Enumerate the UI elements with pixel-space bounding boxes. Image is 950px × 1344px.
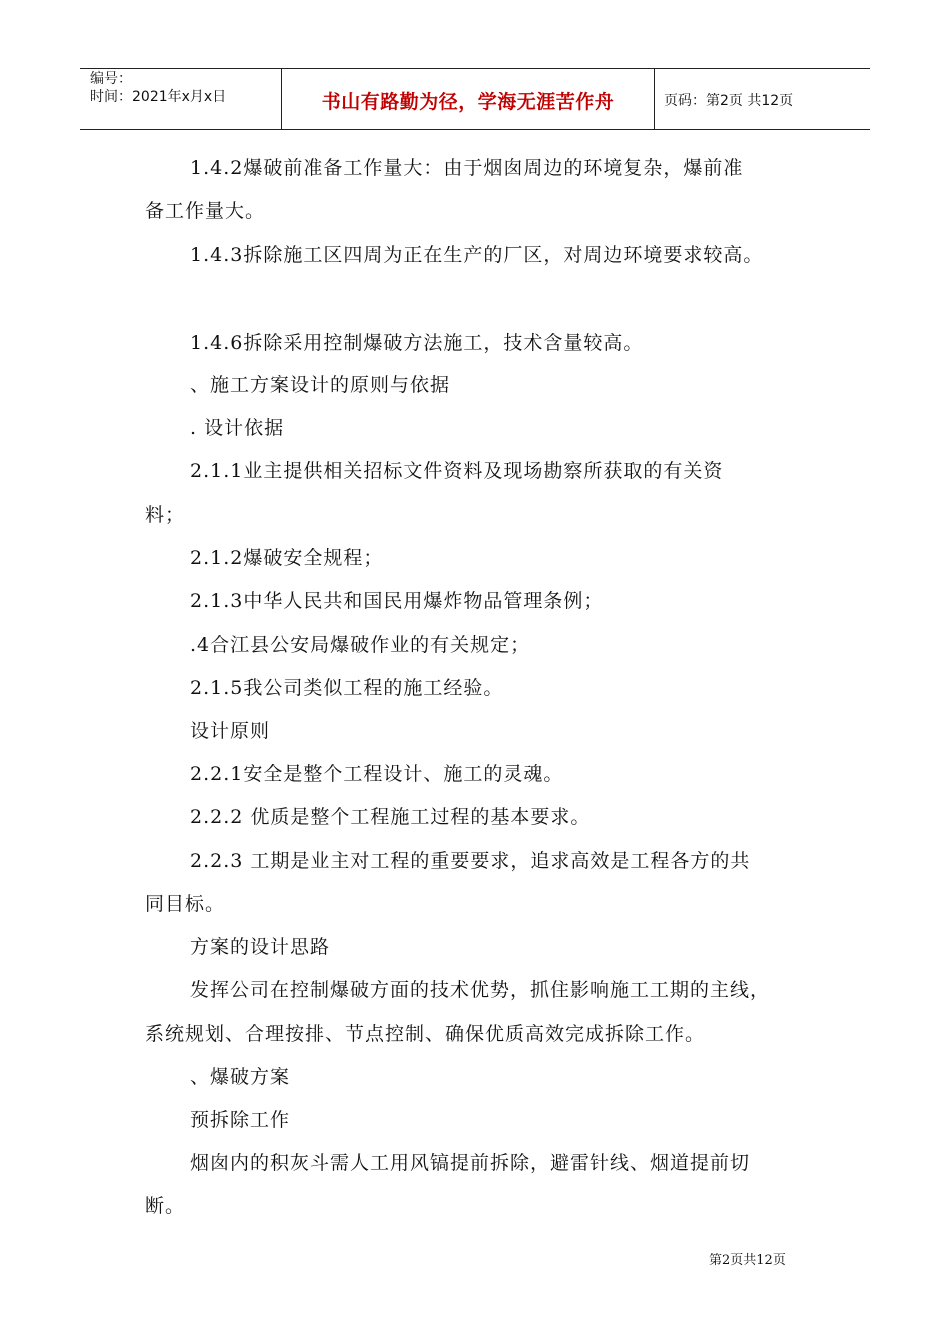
section-heading: 、爆破方案 [190,1066,291,1088]
body-line: 2.1.1业主提供相关招标文件资料及现场勘察所获取的有关资 [190,460,724,482]
body-line: 系统规划、合理按排、节点控制、确保优质高效完成拆除工作。 [145,1023,706,1045]
body-line: 2.1.5我公司类似工程的施工经验。 [190,677,504,699]
body-line: 料； [145,504,186,526]
body-line: 1.4.6拆除采用控制爆破方法施工，技术含量较高。 [190,332,644,354]
body-line: 同目标。 [145,893,226,915]
body-line: 发挥公司在控制爆破方面的技术优势，抓住影响施工工期的主线， [190,979,771,1001]
subsection-heading: 设计原则 [190,720,271,742]
body-line: 备工作量大。 [145,200,266,222]
header-page-code: 页码：第2页 共12页 [664,93,794,109]
body-line: 2.1.2爆破安全规程； [190,547,384,569]
header-meta-cell [80,69,281,129]
body-line: 1.4.2爆破前准备工作量大：由于烟囱周边的环境复杂，爆前准 [190,157,744,179]
document-number-label: 编号： [90,71,132,87]
section-heading: 、施工方案设计的原则与依据 [190,374,451,396]
body-line: 1.4.3拆除施工区四周为正在生产的厂区，对周边环境要求较高。 [190,244,764,266]
body-line: .4合江县公安局爆破作业的有关规定； [190,634,531,656]
body-line: 2.2.3 工期是业主对工程的重要要求，追求高效是工程各方的共 [190,850,751,872]
header-motto: 书山有路勤为径，学海无涯苦作舟 [321,91,615,113]
body-line: 2.2.2 优质是整个工程施工过程的基本要求。 [190,806,591,828]
body-line: 断。 [145,1195,186,1217]
page-footer-number: 第2页共12页 [709,1253,786,1268]
subsection-heading: . 设计依据 [190,417,285,439]
body-line: 2.1.3中华人民共和国民用爆炸物品管理条例； [190,590,604,612]
subsection-heading: 方案的设计思路 [190,936,331,958]
page-header [80,68,870,130]
subsection-heading: 预拆除工作 [190,1109,291,1131]
header-page-cell [654,69,870,129]
document-date: 时间：2021年x月x日 [90,89,227,105]
body-line: 烟囱内的积灰斗需人工用风镐提前拆除，避雷针线、烟道提前切 [190,1152,751,1174]
header-motto-cell [281,69,655,129]
body-line: 2.2.1安全是整个工程设计、施工的灵魂。 [190,763,564,785]
